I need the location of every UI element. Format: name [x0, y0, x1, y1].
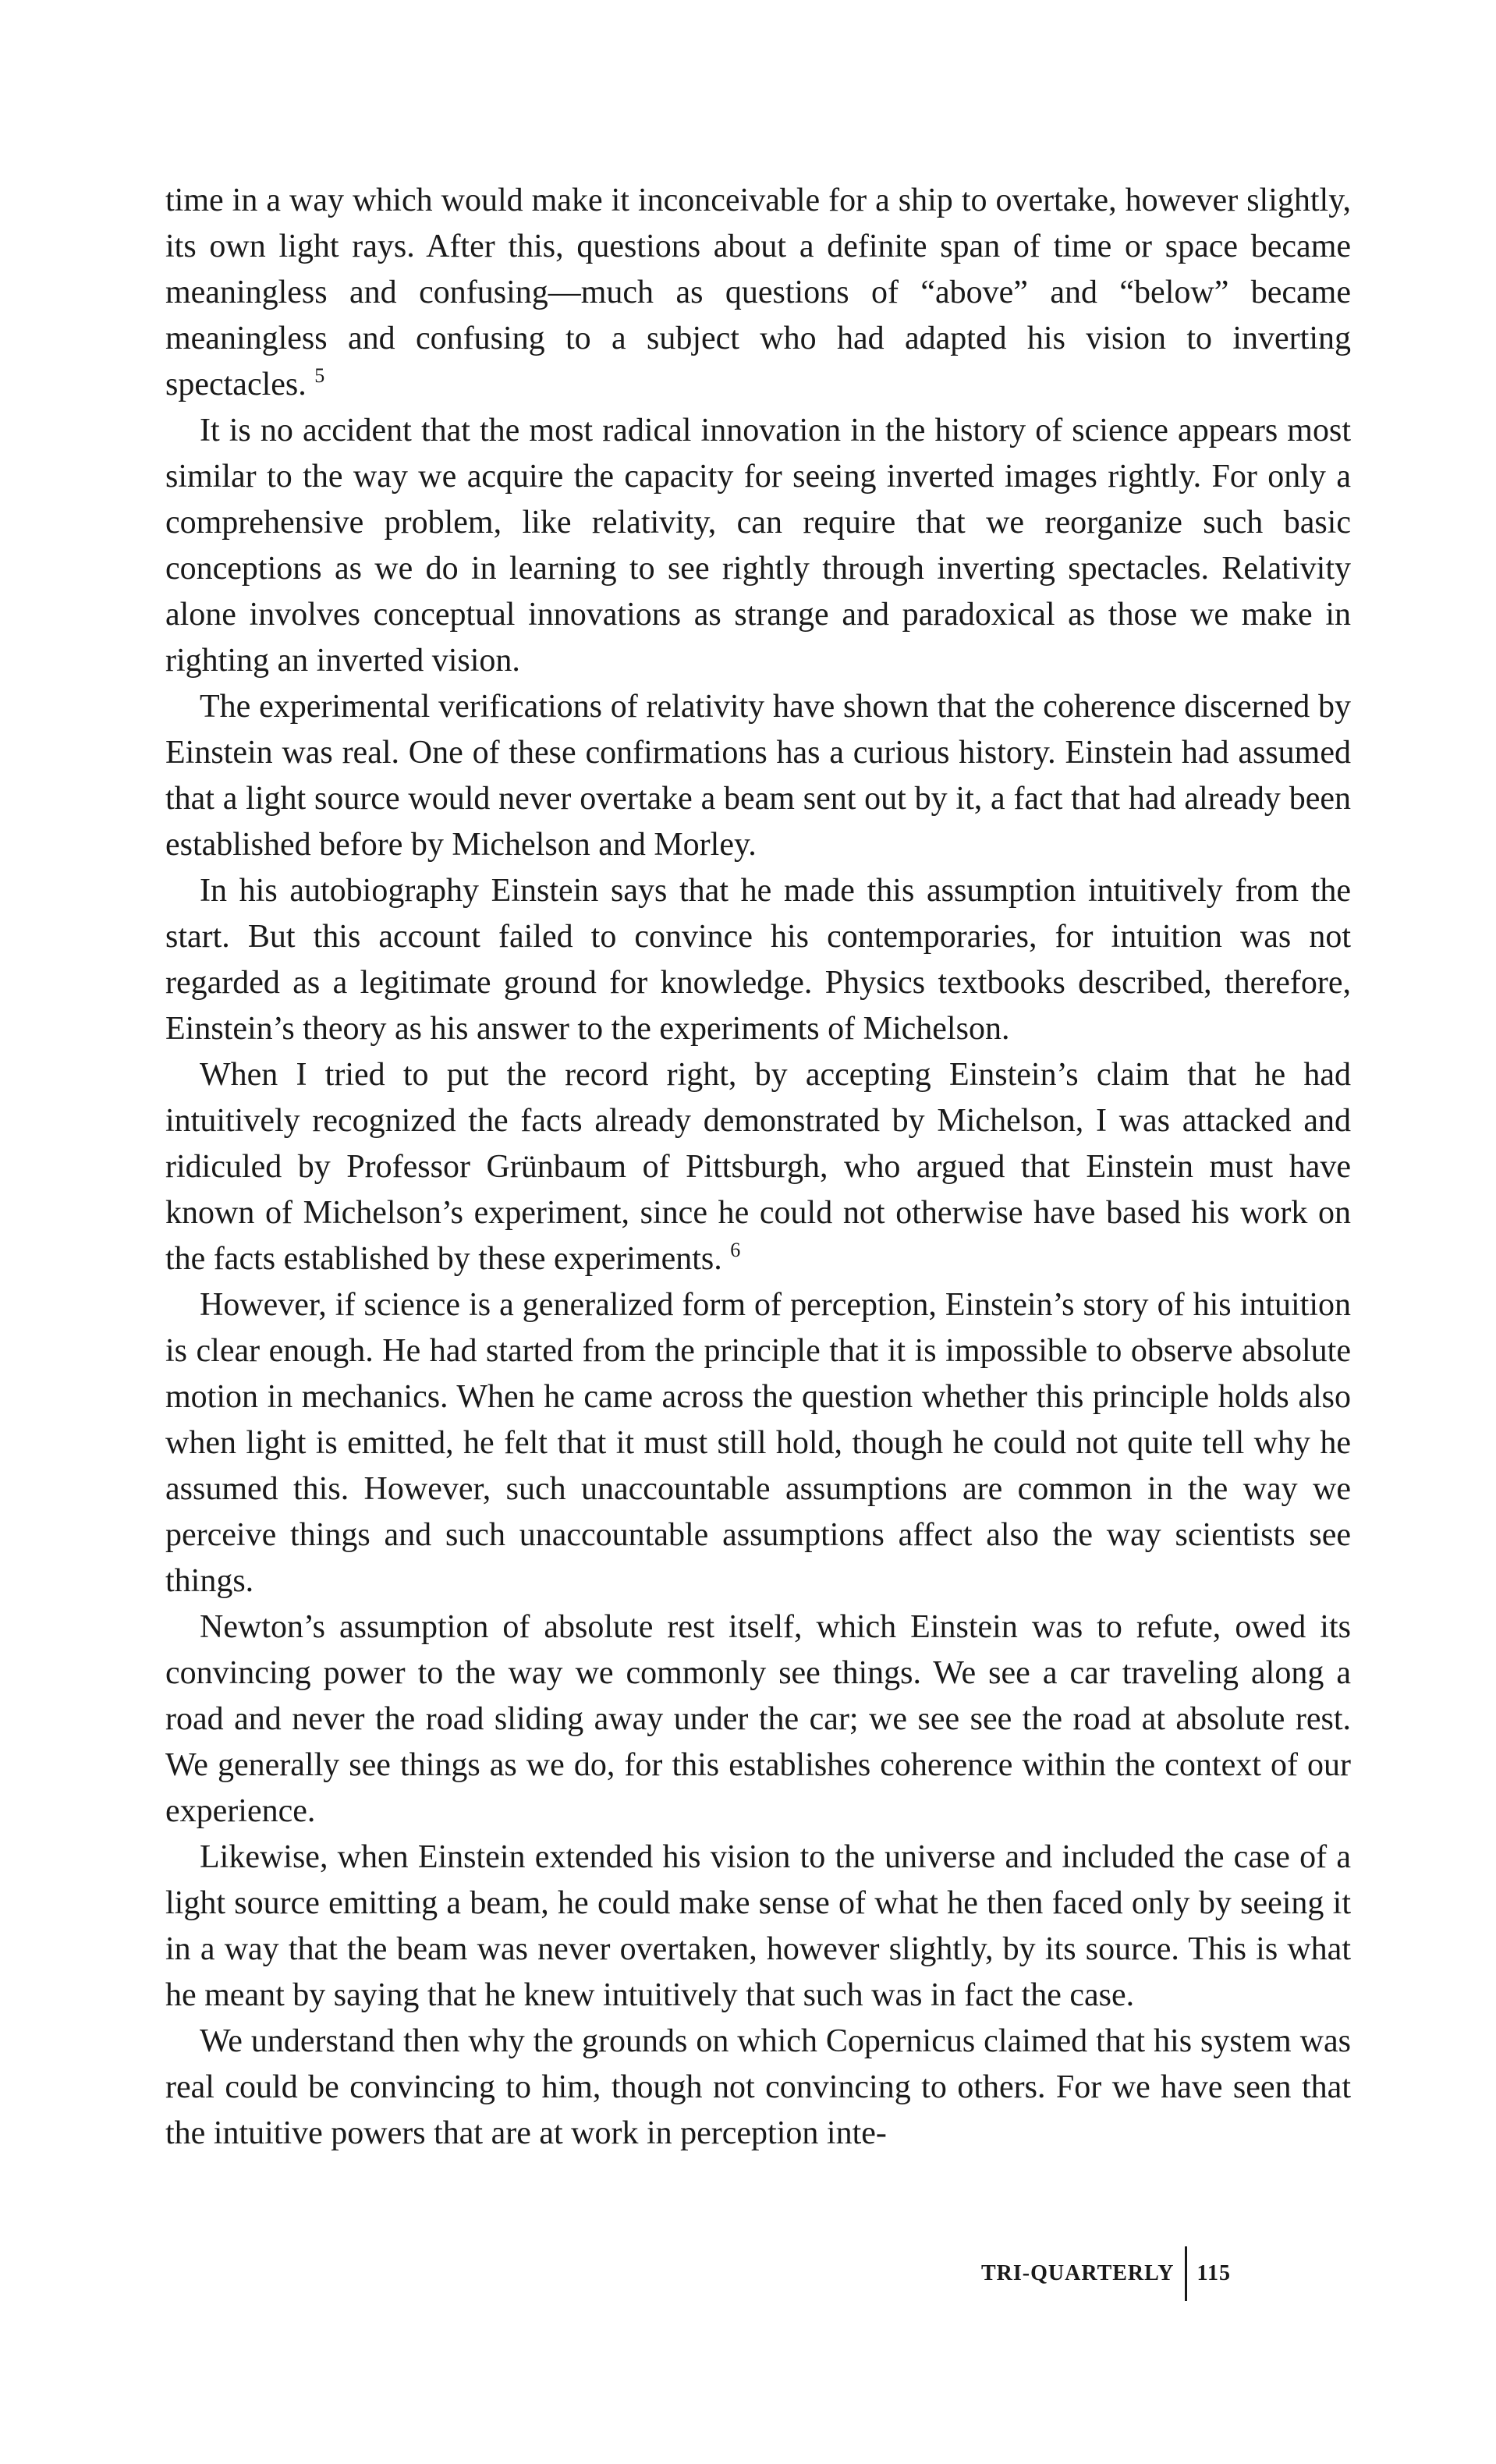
paragraph-5-text: When I tried to put the record right, by accepting Einstein’s claim that he had intuitively recognized the facts already demonstrated by Michelson, I was attacked and ridiculed by Professor Grünbaum of Pittsburgh, who argued that Einstein must have known of Michelson’s experiment, since he could not otherwise have based his work on the facts established by these experiments. [165, 1057, 1351, 1277]
paragraph-2: It is no accident that the most radical innovation in the history of science appears most similar to the way we acquire the capacity for seeing inverted images rightly. For only a comprehensive problem, like relativity, can require that we reorganize such basic conceptions as we do in learning to see rightly through inverting spectacles. Relativity alone involves conceptual innovations as strange and paradoxical as those we make in righting an inverted vision. [165, 413, 1351, 679]
paragraph-1 [165, 178, 1351, 408]
paragraph-8: Likewise, when Einstein extended his vision to the universe and included the case of a light source emitting a beam, he could make sense of what he then faced only by seeing it in a way that the beam was never overtaken, however slightly, by its source. This is what he meant by saying that he knew intuitively that such was in fact the case. [165, 1839, 1351, 2013]
page-number: 115 [1196, 2261, 1231, 2285]
paragraph-7: Newton’s assumption of absolute rest itself, which Einstein was to refute, owed its convincing power to the way we commonly see things. We see a car traveling along a road and never the road sliding away under the car; we see see the road at absolute rest. We generally see things as we do, for this establishes coherence within the context of our experience. [165, 1609, 1351, 1829]
body-text [165, 178, 1351, 2157]
paragraph-3: The experimental verifications of relativity have shown that the coherence discerned by Einstein was real. One of these confirmations has a curious history. Einstein had assumed that a light source would never overtake a beam sent out by it, a fact that had already been established before by Michelson and Morley. [165, 689, 1351, 863]
footnote-marker-5: 5 [314, 364, 325, 387]
paragraph-6: However, if science is a generalized form of perception, Einstein’s story of his intuition is clear enough. He had started from the principle that it is impossible to observe absolute motion in mechanics. When he came across the question whether this principle holds also when light is emitted, he felt that it must still hold, though he could not quite tell why he assumed this. However, such unaccountable assumptions are common in the way we perceive things and such unaccountable assumptions affect also the way scientists see things. [165, 1287, 1351, 1599]
paragraph-5 [165, 1052, 1351, 1282]
paragraph-4: In his autobiography Einstein says that he made this assumption intuitively from the start. But this account failed to convince his contemporaries, for intuition was not regarded as a legitimate ground for knowledge. Physics textbooks described, therefore, Einstein’s theory as his answer to the experiments of Michelson. [165, 873, 1351, 1047]
journal-title: TRI-QUARTERLY [981, 2261, 1175, 2285]
paragraph-1-text: time in a way which would make it inconceivable for a ship to overtake, however slightly, its own light rays. After this, questions about a definite span of time or space became meaningless and confusing—much as questions of “above” and “below” became meaningless and confusing to a subject who had adapted his vision to inverting spectacles. [165, 183, 1351, 402]
footnote-marker-6: 6 [730, 1239, 741, 1261]
page-footer [981, 2246, 1231, 2301]
paragraph-9: We understand then why the grounds on which Copernicus claimed that his system was real could be convincing to him, though not convincing to others. For we have seen that the intuitive powers that are at work in perception inte- [165, 2023, 1351, 2151]
